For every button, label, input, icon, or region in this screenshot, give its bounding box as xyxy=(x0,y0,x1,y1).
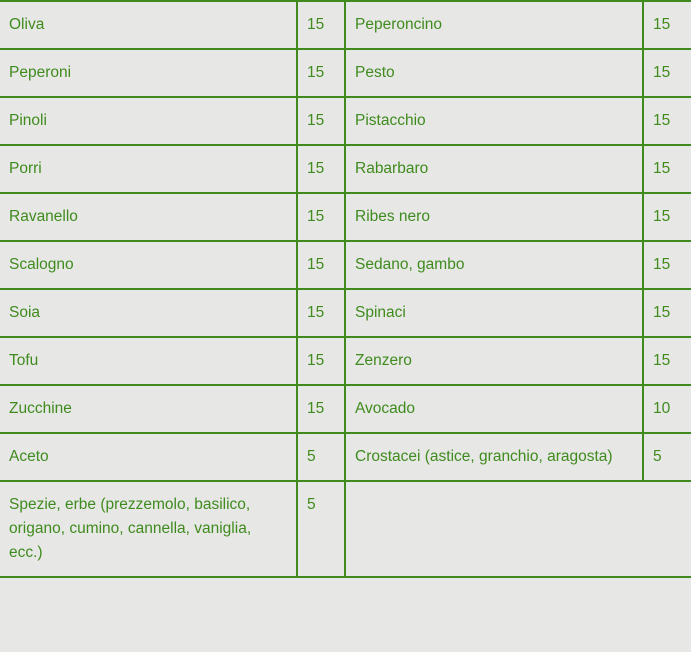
food-value-right: 5 xyxy=(643,433,691,481)
food-name-left: Scalogno xyxy=(0,241,297,289)
table-row xyxy=(0,97,691,145)
food-value-right: 15 xyxy=(643,49,691,97)
table-row xyxy=(0,481,691,577)
table-row xyxy=(0,241,691,289)
food-value-left: 15 xyxy=(297,97,345,145)
food-name-right: Ribes nero xyxy=(345,193,643,241)
food-name-right: Pistacchio xyxy=(345,97,643,145)
food-value-left: 15 xyxy=(297,337,345,385)
food-name-right: Avocado xyxy=(345,385,643,433)
table-row xyxy=(0,145,691,193)
food-name-right: Zenzero xyxy=(345,337,643,385)
food-value-left: 15 xyxy=(297,1,345,49)
food-value-right: 10 xyxy=(643,385,691,433)
food-name-right: Spinaci xyxy=(345,289,643,337)
food-value-left: 15 xyxy=(297,289,345,337)
table-row xyxy=(0,337,691,385)
food-value-left: 5 xyxy=(297,481,345,577)
table-body xyxy=(0,1,691,577)
food-name-left: Ravanello xyxy=(0,193,297,241)
table-row xyxy=(0,193,691,241)
food-value-right: 15 xyxy=(643,145,691,193)
food-name-right: Rabarbaro xyxy=(345,145,643,193)
food-name-left: Aceto xyxy=(0,433,297,481)
food-value-left: 5 xyxy=(297,433,345,481)
food-value-left: 15 xyxy=(297,241,345,289)
food-name-left: Spezie, erbe (prezzemolo, basilico, origano, cumino, cannella, vaniglia, ecc.) xyxy=(0,481,297,577)
table-row xyxy=(0,49,691,97)
table-row xyxy=(0,1,691,49)
food-name-left: Pinoli xyxy=(0,97,297,145)
food-value-left: 15 xyxy=(297,193,345,241)
food-value-left: 15 xyxy=(297,145,345,193)
food-value-right: 15 xyxy=(643,337,691,385)
food-name-right: Peperoncino xyxy=(345,1,643,49)
food-name-left: Peperoni xyxy=(0,49,297,97)
food-value-left: 15 xyxy=(297,49,345,97)
table-row xyxy=(0,385,691,433)
table-row xyxy=(0,289,691,337)
food-name-right: Crostacei (astice, granchio, aragosta) xyxy=(345,433,643,481)
food-value-right: 15 xyxy=(643,241,691,289)
food-value-right: 15 xyxy=(643,289,691,337)
empty-cell xyxy=(345,481,691,577)
food-value-left: 15 xyxy=(297,385,345,433)
food-name-left: Porri xyxy=(0,145,297,193)
food-name-left: Soia xyxy=(0,289,297,337)
food-value-right: 15 xyxy=(643,97,691,145)
food-name-left: Oliva xyxy=(0,1,297,49)
food-value-right: 15 xyxy=(643,193,691,241)
food-name-left: Tofu xyxy=(0,337,297,385)
food-name-right: Sedano, gambo xyxy=(345,241,643,289)
food-value-right: 15 xyxy=(643,1,691,49)
food-name-right: Pesto xyxy=(345,49,643,97)
table-row xyxy=(0,433,691,481)
food-name-left: Zucchine xyxy=(0,385,297,433)
